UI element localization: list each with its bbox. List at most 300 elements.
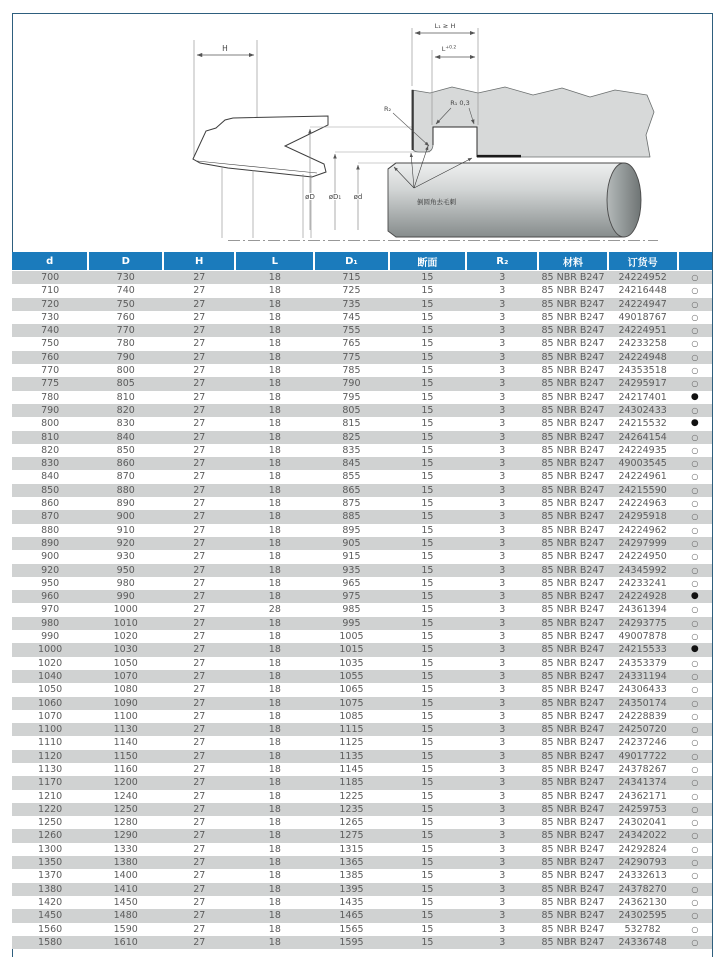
cell-order-no: 24302433 <box>608 404 678 417</box>
cell-D1: 935 <box>314 564 388 577</box>
cell-d: 850 <box>12 484 88 497</box>
cell-order-no: 24224948 <box>608 351 678 364</box>
table-row <box>12 683 712 696</box>
cell-D: 1050 <box>88 657 163 670</box>
cell-H: 27 <box>163 524 235 537</box>
column-header-H: H <box>163 252 235 271</box>
cell-H: 27 <box>163 550 235 563</box>
cell-d: 1060 <box>12 697 88 710</box>
cell-H: 27 <box>163 537 235 550</box>
table-row <box>12 617 712 630</box>
cell-H: 27 <box>163 284 235 297</box>
table-row <box>12 829 712 842</box>
cell-D: 1480 <box>88 909 163 922</box>
cell-D: 1070 <box>88 670 163 683</box>
cell-order-no: 24224935 <box>608 444 678 457</box>
table-row <box>12 484 712 497</box>
cell-D: 1160 <box>88 763 163 776</box>
cell-material: 85 NBR B247 <box>538 484 607 497</box>
cell-stock: ○ <box>678 909 712 922</box>
cell-R2: 3 <box>466 590 538 603</box>
cell-stock: ○ <box>678 710 712 723</box>
column-header-stock <box>678 252 712 271</box>
table-row <box>12 643 712 656</box>
cell-L: 18 <box>235 444 314 457</box>
cell-H: 27 <box>163 364 235 377</box>
column-header-section: 断面 <box>389 252 467 271</box>
cell-section: 15 <box>389 670 467 683</box>
cell-R2: 3 <box>466 923 538 936</box>
cell-D1: 775 <box>314 351 388 364</box>
cell-L: 18 <box>235 657 314 670</box>
cell-D: 805 <box>88 377 163 390</box>
cell-material: 85 NBR B247 <box>538 457 607 470</box>
cell-material: 85 NBR B247 <box>538 617 607 630</box>
cell-order-no: 24302595 <box>608 909 678 922</box>
cell-D: 1290 <box>88 829 163 842</box>
table-row <box>12 564 712 577</box>
cell-R2: 3 <box>466 324 538 337</box>
cell-L: 18 <box>235 936 314 949</box>
cell-R2: 3 <box>466 750 538 763</box>
cell-D1: 1115 <box>314 723 388 736</box>
cell-R2: 3 <box>466 417 538 430</box>
cell-D: 1250 <box>88 803 163 816</box>
cell-section: 15 <box>389 683 467 696</box>
cell-section: 15 <box>389 790 467 803</box>
cell-stock: ○ <box>678 816 712 829</box>
cell-order-no: 24237246 <box>608 736 678 749</box>
table-row <box>12 377 712 390</box>
cell-D: 840 <box>88 431 163 444</box>
cell-d: 970 <box>12 603 88 616</box>
cell-R2: 3 <box>466 869 538 882</box>
cell-section: 15 <box>389 337 467 350</box>
cell-stock: ○ <box>678 298 712 311</box>
cell-L: 18 <box>235 497 314 510</box>
cell-H: 27 <box>163 324 235 337</box>
cell-d: 1260 <box>12 829 88 842</box>
cell-D1: 1365 <box>314 856 388 869</box>
cell-section: 15 <box>389 470 467 483</box>
cell-d: 775 <box>12 377 88 390</box>
cell-material: 85 NBR B247 <box>538 404 607 417</box>
cell-L: 18 <box>235 697 314 710</box>
cell-material: 85 NBR B247 <box>538 537 607 550</box>
cell-order-no: 24216448 <box>608 284 678 297</box>
cell-order-no: 24215532 <box>608 417 678 430</box>
table-body <box>12 271 712 950</box>
profile-witness-lines <box>222 167 311 238</box>
cell-D1: 1465 <box>314 909 388 922</box>
cell-material: 85 NBR B247 <box>538 896 607 909</box>
cell-order-no: 24378267 <box>608 763 678 776</box>
cell-order-no: 49017722 <box>608 750 678 763</box>
cell-R2: 3 <box>466 736 538 749</box>
cell-stock: ○ <box>678 524 712 537</box>
cell-D: 830 <box>88 417 163 430</box>
cell-order-no: 24215590 <box>608 484 678 497</box>
table-row <box>12 736 712 749</box>
cell-R2: 3 <box>466 337 538 350</box>
cell-D: 890 <box>88 497 163 510</box>
cell-material: 85 NBR B247 <box>538 683 607 696</box>
cell-D1: 995 <box>314 617 388 630</box>
cell-H: 27 <box>163 311 235 324</box>
cell-D: 850 <box>88 444 163 457</box>
cell-d: 740 <box>12 324 88 337</box>
cell-section: 15 <box>389 710 467 723</box>
cell-order-no: 24332613 <box>608 869 678 882</box>
cell-D1: 835 <box>314 444 388 457</box>
cell-D1: 1565 <box>314 923 388 936</box>
cell-d: 1070 <box>12 710 88 723</box>
cell-stock: ● <box>678 643 712 656</box>
cell-stock: ● <box>678 391 712 404</box>
cell-material: 85 NBR B247 <box>538 790 607 803</box>
cell-section: 15 <box>389 537 467 550</box>
cell-section: 15 <box>389 404 467 417</box>
table-row <box>12 670 712 683</box>
cell-R2: 3 <box>466 404 538 417</box>
cell-H: 27 <box>163 843 235 856</box>
cell-section: 15 <box>389 723 467 736</box>
cell-section: 15 <box>389 510 467 523</box>
cell-order-no: 24302041 <box>608 816 678 829</box>
cell-R2: 3 <box>466 643 538 656</box>
h-dimension-label: H <box>222 44 228 53</box>
cell-D: 760 <box>88 311 163 324</box>
cell-H: 27 <box>163 816 235 829</box>
cell-D1: 765 <box>314 337 388 350</box>
cell-D: 750 <box>88 298 163 311</box>
cell-D: 980 <box>88 577 163 590</box>
cell-L: 18 <box>235 391 314 404</box>
cell-L: 18 <box>235 843 314 856</box>
cell-d: 820 <box>12 444 88 457</box>
cell-H: 27 <box>163 431 235 444</box>
cell-section: 15 <box>389 697 467 710</box>
cell-stock: ○ <box>678 736 712 749</box>
cell-D1: 1005 <box>314 630 388 643</box>
table-row <box>12 337 712 350</box>
cell-L: 28 <box>235 603 314 616</box>
cell-D: 1380 <box>88 856 163 869</box>
cell-d: 960 <box>12 590 88 603</box>
cell-D1: 1435 <box>314 896 388 909</box>
cell-D1: 790 <box>314 377 388 390</box>
cell-H: 27 <box>163 896 235 909</box>
cell-D1: 805 <box>314 404 388 417</box>
cell-D: 790 <box>88 351 163 364</box>
rod-end-cap <box>607 163 641 237</box>
cell-L: 18 <box>235 869 314 882</box>
cell-d: 880 <box>12 524 88 537</box>
cell-material: 85 NBR B247 <box>538 550 607 563</box>
cell-d: 1300 <box>12 843 88 856</box>
cell-H: 27 <box>163 577 235 590</box>
cell-D1: 1395 <box>314 883 388 896</box>
cell-D1: 1275 <box>314 829 388 842</box>
cell-section: 15 <box>389 351 467 364</box>
cell-order-no: 24295917 <box>608 377 678 390</box>
table-row <box>12 431 712 444</box>
cell-H: 27 <box>163 497 235 510</box>
cell-D1: 1315 <box>314 843 388 856</box>
cell-order-no: 24295918 <box>608 510 678 523</box>
cell-H: 27 <box>163 404 235 417</box>
cell-D: 920 <box>88 537 163 550</box>
cell-R2: 3 <box>466 351 538 364</box>
cell-order-no: 24378270 <box>608 883 678 896</box>
cell-order-no: 24345992 <box>608 564 678 577</box>
cell-R2: 3 <box>466 723 538 736</box>
cell-material: 85 NBR B247 <box>538 510 607 523</box>
cell-order-no: 24336748 <box>608 936 678 949</box>
cell-stock: ○ <box>678 351 712 364</box>
cell-order-no: 49018767 <box>608 311 678 324</box>
cell-D1: 745 <box>314 311 388 324</box>
cell-order-no: 24362130 <box>608 896 678 909</box>
cell-d: 1110 <box>12 736 88 749</box>
cell-D1: 895 <box>314 524 388 537</box>
cell-material: 85 NBR B247 <box>538 603 607 616</box>
cell-d: 1380 <box>12 883 88 896</box>
cell-D: 1000 <box>88 603 163 616</box>
cell-D1: 1225 <box>314 790 388 803</box>
cell-R2: 3 <box>466 896 538 909</box>
cell-L: 18 <box>235 364 314 377</box>
cell-order-no: 24264154 <box>608 431 678 444</box>
cell-D: 800 <box>88 364 163 377</box>
cell-d: 990 <box>12 630 88 643</box>
cell-H: 27 <box>163 457 235 470</box>
cell-D: 1030 <box>88 643 163 656</box>
cell-R2: 3 <box>466 550 538 563</box>
cell-R2: 3 <box>466 444 538 457</box>
cell-section: 15 <box>389 311 467 324</box>
cell-material: 85 NBR B247 <box>538 497 607 510</box>
cell-order-no: 24292824 <box>608 843 678 856</box>
cell-section: 15 <box>389 271 467 285</box>
cell-stock: ○ <box>678 936 712 949</box>
cell-d: 730 <box>12 311 88 324</box>
cell-L: 18 <box>235 550 314 563</box>
l1-dimension-label: L₁ ≥ H <box>434 22 456 30</box>
cell-order-no: 24224951 <box>608 324 678 337</box>
cell-D: 870 <box>88 470 163 483</box>
cell-order-no: 24361394 <box>608 603 678 616</box>
cell-material: 85 NBR B247 <box>538 643 607 656</box>
cell-L: 18 <box>235 417 314 430</box>
l-dimension-label: $L^{+0.2}$ <box>441 45 457 53</box>
cell-section: 15 <box>389 816 467 829</box>
cell-section: 15 <box>389 577 467 590</box>
cell-stock: ○ <box>678 603 712 616</box>
cell-d: 830 <box>12 457 88 470</box>
cell-stock: ● <box>678 590 712 603</box>
cell-section: 15 <box>389 923 467 936</box>
cell-stock: ○ <box>678 923 712 936</box>
cell-d: 1020 <box>12 657 88 670</box>
cell-stock: ○ <box>678 311 712 324</box>
cell-d: 780 <box>12 391 88 404</box>
cell-stock: ○ <box>678 271 712 285</box>
column-header-d: d <box>12 252 88 271</box>
table-row <box>12 364 712 377</box>
cell-material: 85 NBR B247 <box>538 909 607 922</box>
cell-H: 27 <box>163 936 235 949</box>
cell-R2: 3 <box>466 816 538 829</box>
cell-R2: 3 <box>466 683 538 696</box>
cell-d: 770 <box>12 364 88 377</box>
cell-section: 15 <box>389 391 467 404</box>
cell-D: 1240 <box>88 790 163 803</box>
cell-L: 18 <box>235 404 314 417</box>
cell-d: 720 <box>12 298 88 311</box>
cell-D: 1020 <box>88 630 163 643</box>
cell-stock: ○ <box>678 869 712 882</box>
dia-D-label: øD <box>305 193 315 201</box>
cell-d: 1560 <box>12 923 88 936</box>
cell-order-no: 24353518 <box>608 364 678 377</box>
cell-H: 27 <box>163 776 235 789</box>
cell-L: 18 <box>235 524 314 537</box>
cell-L: 18 <box>235 896 314 909</box>
cell-L: 18 <box>235 763 314 776</box>
cell-L: 18 <box>235 431 314 444</box>
cell-material: 85 NBR B247 <box>538 710 607 723</box>
cell-R2: 3 <box>466 803 538 816</box>
cell-material: 85 NBR B247 <box>538 590 607 603</box>
cell-D1: 915 <box>314 550 388 563</box>
cell-D1: 1185 <box>314 776 388 789</box>
cell-R2: 3 <box>466 470 538 483</box>
cell-D: 770 <box>88 324 163 337</box>
cell-order-no: 24259753 <box>608 803 678 816</box>
cell-section: 15 <box>389 484 467 497</box>
cell-section: 15 <box>389 324 467 337</box>
cell-stock: ○ <box>678 723 712 736</box>
cell-material: 85 NBR B247 <box>538 750 607 763</box>
cell-material: 85 NBR B247 <box>538 524 607 537</box>
table-row <box>12 324 712 337</box>
cell-R2: 3 <box>466 364 538 377</box>
cell-H: 27 <box>163 790 235 803</box>
cell-d: 710 <box>12 284 88 297</box>
cell-d: 900 <box>12 550 88 563</box>
cell-D: 1100 <box>88 710 163 723</box>
cell-H: 27 <box>163 510 235 523</box>
cell-d: 1350 <box>12 856 88 869</box>
cell-D1: 815 <box>314 417 388 430</box>
cell-section: 15 <box>389 550 467 563</box>
cell-R2: 3 <box>466 284 538 297</box>
cell-R2: 3 <box>466 311 538 324</box>
cell-order-no: 49007878 <box>608 630 678 643</box>
cell-L: 18 <box>235 577 314 590</box>
cell-material: 85 NBR B247 <box>538 723 607 736</box>
cell-stock: ○ <box>678 843 712 856</box>
cell-section: 15 <box>389 803 467 816</box>
cell-section: 15 <box>389 776 467 789</box>
header-row <box>12 252 712 271</box>
cell-L: 18 <box>235 298 314 311</box>
cell-H: 27 <box>163 298 235 311</box>
table-row <box>12 776 712 789</box>
cell-R2: 3 <box>466 510 538 523</box>
cell-material: 85 NBR B247 <box>538 630 607 643</box>
cell-R2: 3 <box>466 497 538 510</box>
cell-section: 15 <box>389 284 467 297</box>
size-table-wrapper <box>12 252 712 949</box>
cell-L: 18 <box>235 510 314 523</box>
cell-D1: 755 <box>314 324 388 337</box>
cell-section: 15 <box>389 750 467 763</box>
cell-D1: 865 <box>314 484 388 497</box>
cell-L: 18 <box>235 816 314 829</box>
cell-H: 27 <box>163 856 235 869</box>
cell-L: 18 <box>235 829 314 842</box>
cell-D: 950 <box>88 564 163 577</box>
cell-material: 85 NBR B247 <box>538 311 607 324</box>
cell-R2: 3 <box>466 298 538 311</box>
cell-D: 1610 <box>88 936 163 949</box>
cell-R2: 3 <box>466 790 538 803</box>
table-row <box>12 723 712 736</box>
cell-material: 85 NBR B247 <box>538 364 607 377</box>
cell-d: 1120 <box>12 750 88 763</box>
cell-d: 1130 <box>12 763 88 776</box>
cell-order-no: 24224950 <box>608 550 678 563</box>
cell-stock: ○ <box>678 763 712 776</box>
cell-D1: 715 <box>314 271 388 285</box>
cell-R2: 3 <box>466 457 538 470</box>
cell-H: 27 <box>163 617 235 630</box>
cell-L: 18 <box>235 311 314 324</box>
cell-material: 85 NBR B247 <box>538 763 607 776</box>
cell-d: 840 <box>12 470 88 483</box>
cell-L: 18 <box>235 923 314 936</box>
table-row <box>12 271 712 285</box>
cell-d: 760 <box>12 351 88 364</box>
table-row <box>12 856 712 869</box>
cell-H: 27 <box>163 643 235 656</box>
cell-H: 27 <box>163 564 235 577</box>
table-row <box>12 869 712 882</box>
table-row <box>12 470 712 483</box>
cell-stock: ○ <box>678 697 712 710</box>
cell-D1: 825 <box>314 431 388 444</box>
cell-order-no: 24228839 <box>608 710 678 723</box>
cell-L: 18 <box>235 484 314 497</box>
cell-order-no: 24342022 <box>608 829 678 842</box>
cell-material: 85 NBR B247 <box>538 829 607 842</box>
cell-section: 15 <box>389 657 467 670</box>
cell-section: 15 <box>389 457 467 470</box>
cell-stock: ○ <box>678 564 712 577</box>
cell-D: 1590 <box>88 923 163 936</box>
cell-L: 18 <box>235 670 314 683</box>
cell-D: 900 <box>88 510 163 523</box>
cell-order-no: 49003545 <box>608 457 678 470</box>
cell-H: 27 <box>163 271 235 285</box>
cell-order-no: 24224963 <box>608 497 678 510</box>
cell-R2: 3 <box>466 710 538 723</box>
cell-section: 15 <box>389 603 467 616</box>
cell-section: 15 <box>389 524 467 537</box>
cell-R2: 3 <box>466 763 538 776</box>
